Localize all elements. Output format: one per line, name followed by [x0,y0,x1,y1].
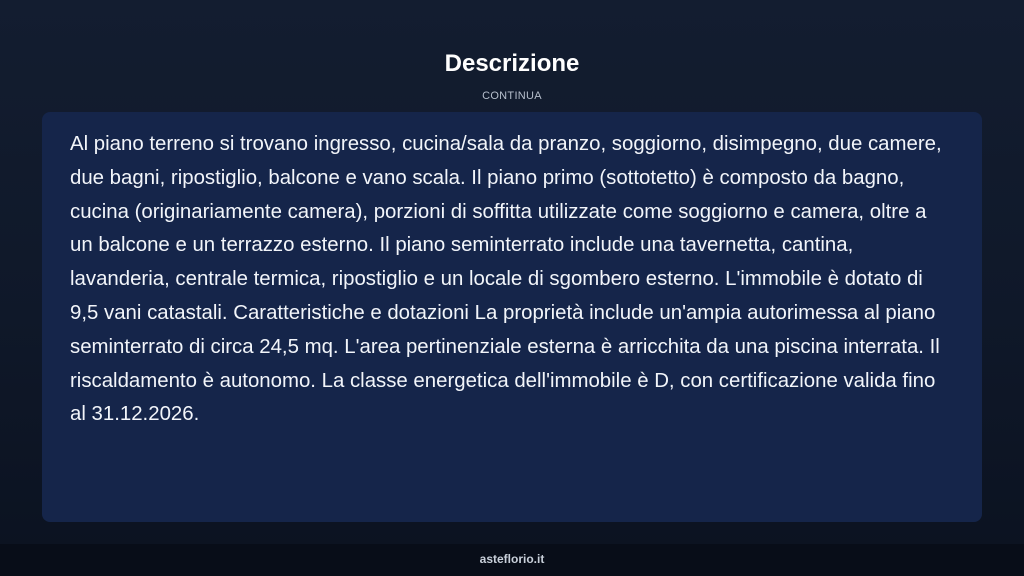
page-title: Descrizione [444,50,580,77]
footer-bar [0,544,1024,576]
description-card [42,112,982,522]
description-text: Al piano terreno si trovano ingresso, cucina/sala da pranzo, soggiorno, disimpegno, due camere, due bagni, ripostiglio, balcone e vano scala. Il piano primo (sottotetto) è composto da bagno, cucina (originariamente camera), porzioni di soffitta utilizzate come soggiorno e camera, oltre a un balcone e un terrazzo esterno. Il piano seminterrato include una tavernetta, cantina, lavanderia, centrale termica, ripostiglio e un locale di sgombero esterno. L'immobile è dotato di 9,5 vani catastali. Caratteristiche e dotazioni La proprietà include un'ampia autorimessa al piano seminterrato di circa 24,5 mq. L'area pertinenziale esterna è arricchita da una piscina interrata. Il riscaldamento è autonomo. La classe energetica dell'immobile è D, con certificazione valida fino al 31.12.2026. [70,133,942,426]
page-subtitle: CONTINUA [482,90,542,102]
footer-site-label: asteflorio.it [479,552,545,566]
